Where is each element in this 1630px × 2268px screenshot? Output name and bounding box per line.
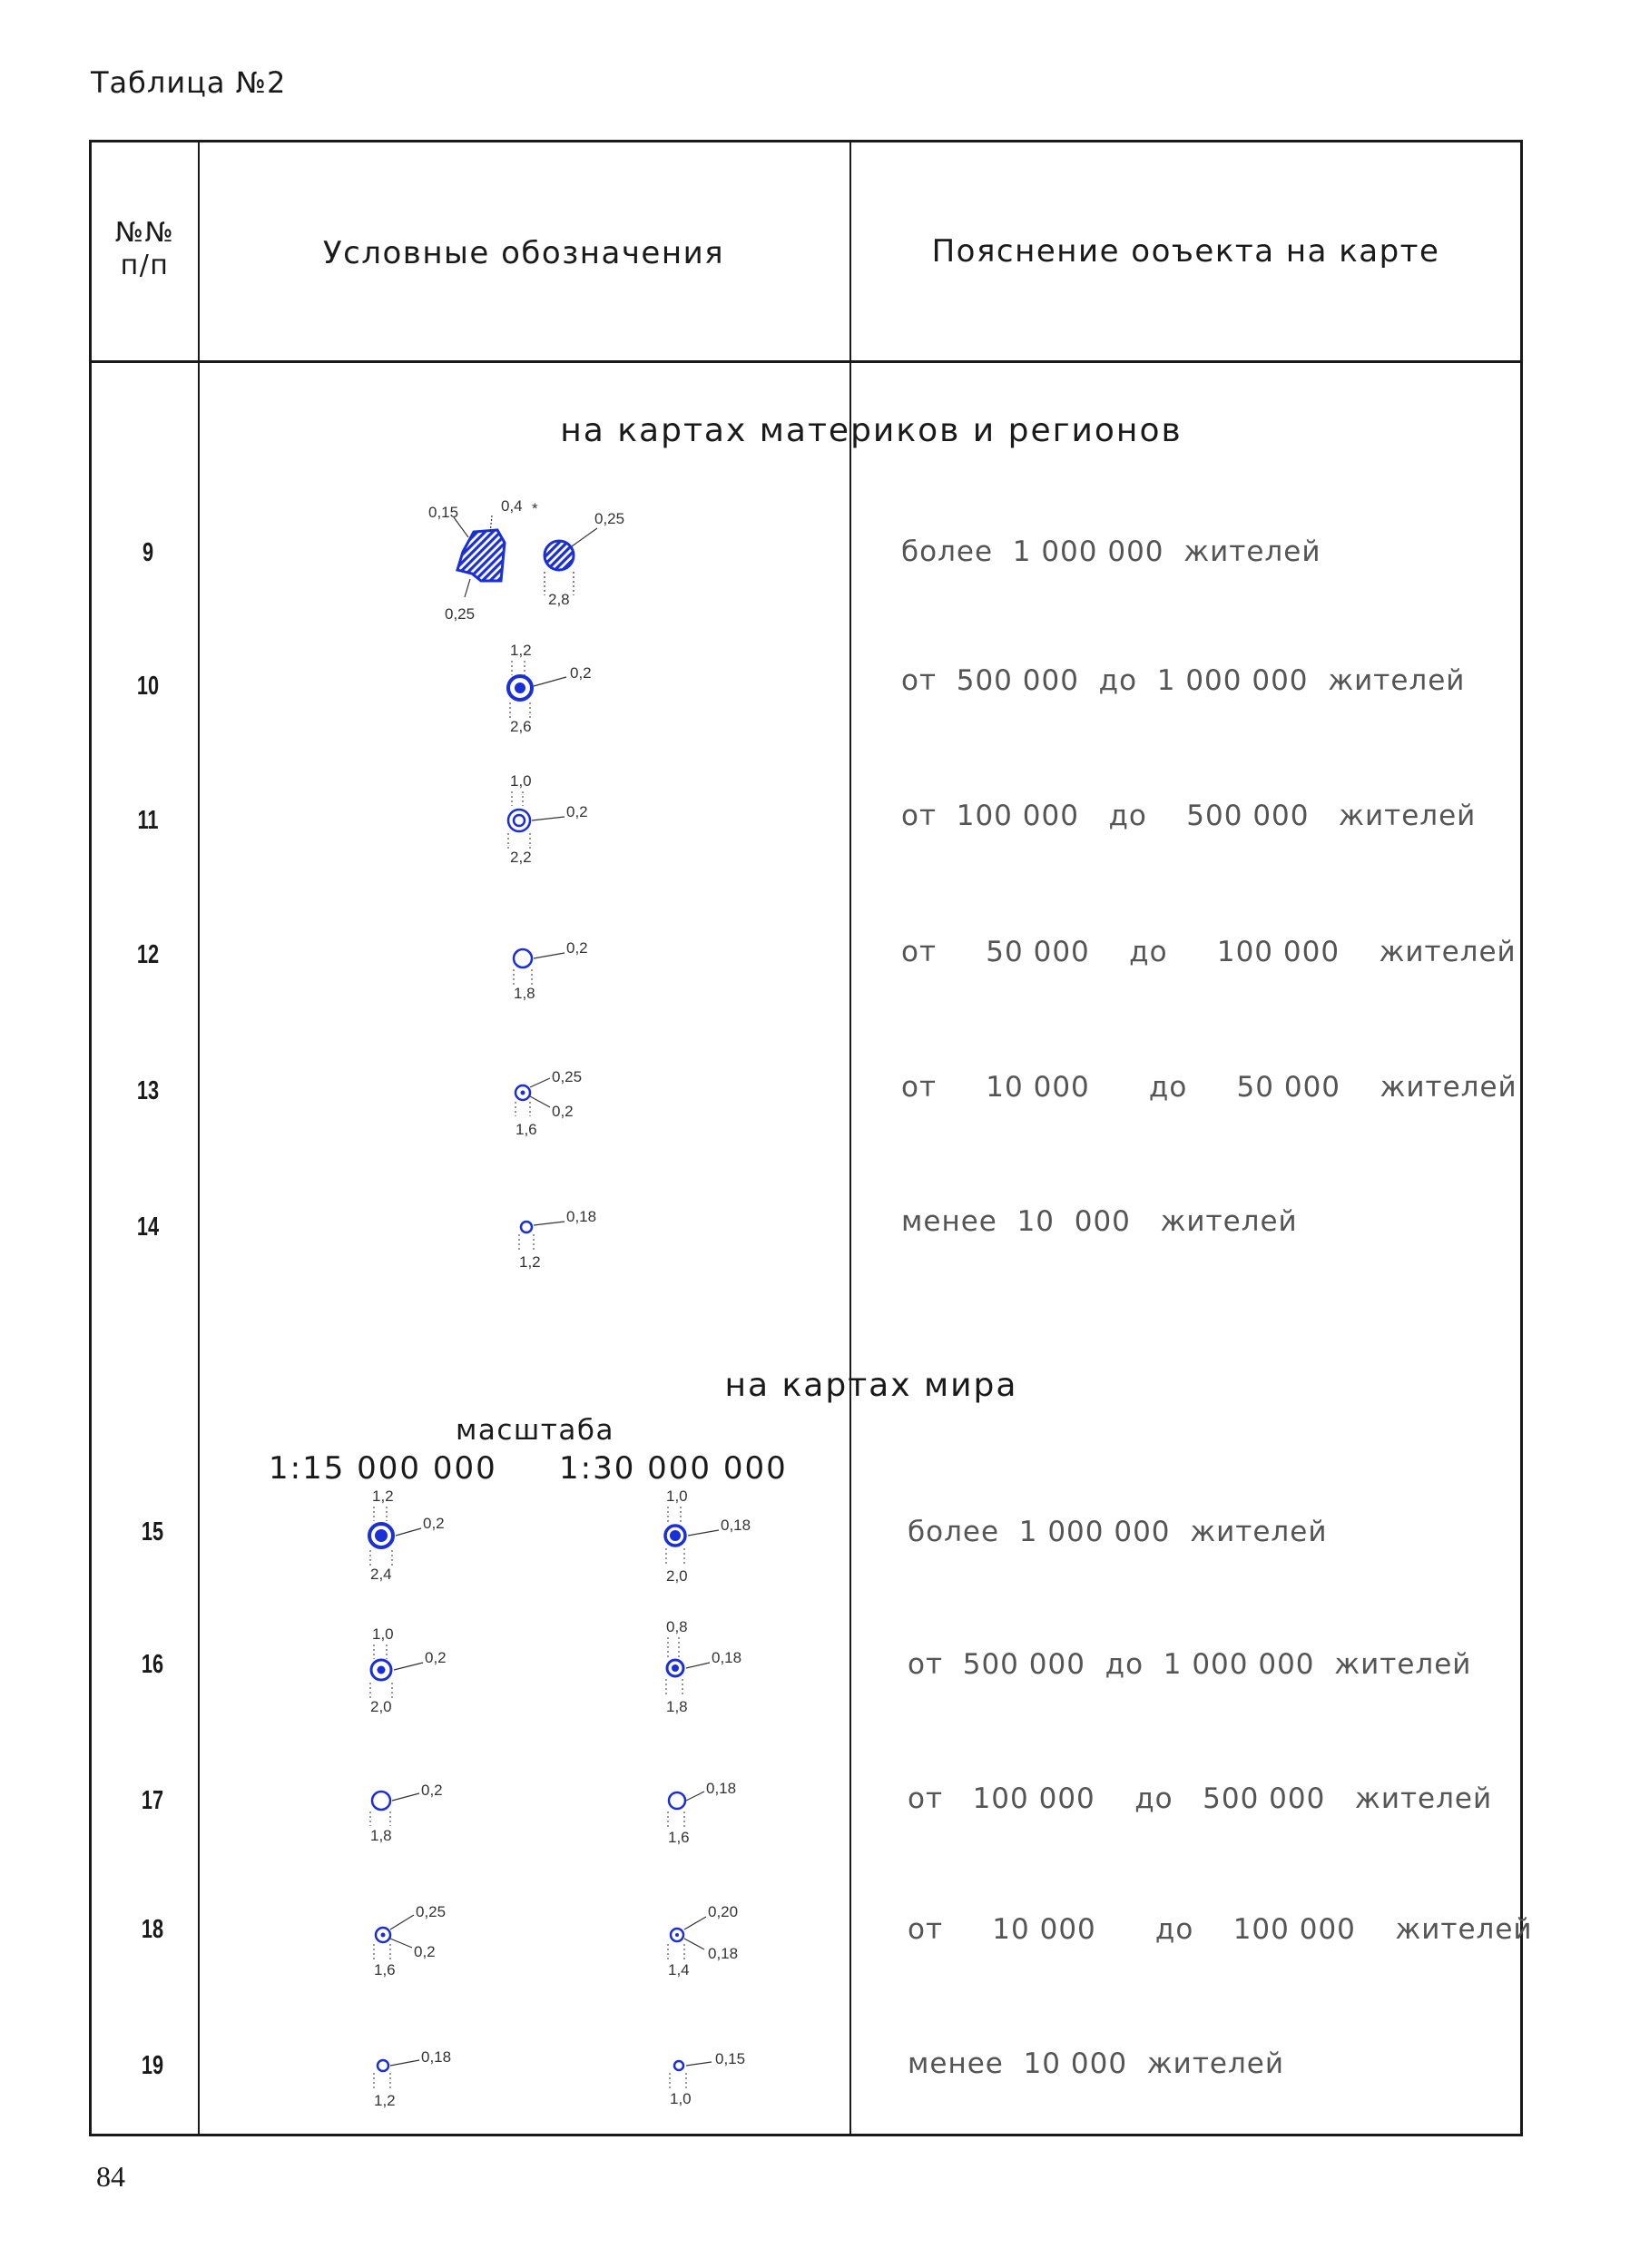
dim-label: 1,6 [516,1121,537,1138]
dim-label: 1,0 [372,1625,394,1643]
dim-label: 0,18 [712,1649,742,1666]
symbol-world-30m-under-10k [652,2038,779,2129]
dim-label: 0,25 [445,605,476,623]
row-description: от 10 000 до 50 000 жителей [901,1071,1517,1104]
row-description: от 10 000 до 100 000 жителей [908,1913,1533,1946]
scale-label: масштаба [456,1414,614,1447]
symbol-world-30m-100k-500k [652,1773,779,1864]
column-divider-1 [198,142,200,2134]
symbol-world-30m-over-million [650,1485,777,1594]
row-description: менее 10 000 жителей [901,1205,1298,1238]
dim-label: 0,18 [721,1517,751,1534]
dim-label: 0,15 [428,504,459,521]
dim-label: 0,18 [421,2048,452,2066]
dim-label: 0,2 [414,1943,436,1960]
dim-label: 0,25 [416,1903,447,1920]
dim-label: 0,8 [666,1618,688,1635]
symbol-world-15m-500k-1m [356,1621,483,1730]
scale-1-15m: 1:15 000 000 [269,1450,497,1487]
symbol-world-15m-10k-100k [356,1890,483,1989]
header-col-symbols: Условные обозначения [322,235,725,271]
dim-label: 0,2 [570,664,592,682]
dim-label: 0,2 [566,803,588,820]
header-num-line2: п/п [120,250,170,281]
dim-label: 2,2 [510,849,532,866]
row-number: 9 [142,538,154,567]
dim-label: 0,2 [566,939,588,957]
symbol-world-15m-100k-500k [356,1773,483,1864]
dim-label: 1,8 [370,1827,392,1844]
dim-label: 1,6 [668,1829,690,1846]
scale-1-30m: 1:30 000 000 [559,1450,788,1487]
dim-label: 2,8 [548,591,570,608]
svg-text:*: * [532,500,538,517]
dim-label: 0,20 [708,1903,739,1920]
row-description: более 1 000 000 жителей [908,1516,1328,1548]
header-col-num [92,217,198,282]
dim-label: 0,18 [706,1780,737,1797]
dim-label: 0,25 [552,1068,583,1085]
symbol-world-15m-under-10k [356,2038,483,2129]
symbol-city-over-million-shape [417,497,644,633]
dim-label: 0,25 [594,510,625,527]
row-number: 10 [136,672,160,701]
row-description: менее 10 000 жителей [908,2047,1284,2080]
row-description: от 500 000 до 1 000 000 жителей [908,1648,1472,1681]
row-number: 15 [141,1517,164,1546]
dim-label: 2,4 [370,1566,392,1583]
dim-label: 0,2 [423,1515,445,1532]
symbol-world-15m-over-million [354,1485,481,1594]
symbol-city-10k-50k [490,1060,617,1160]
dim-label: 2,6 [510,718,532,735]
section-title-continents: на картах материков и регионов [560,412,1183,449]
header-rule [92,360,1520,363]
symbol-city-100k-500k [490,770,617,879]
symbol-world-30m-10k-100k [652,1893,779,1993]
dim-label: 1,0 [666,1487,688,1505]
row-number: 16 [141,1650,164,1679]
row-number: 17 [141,1786,164,1815]
symbol-city-500k-1m [490,635,617,744]
row-description: от 100 000 до 500 000 жителей [908,1782,1493,1815]
dim-label: 1,2 [372,1487,394,1505]
dim-label: 1,2 [374,2092,396,2109]
dim-label: 2,0 [370,1698,392,1715]
dim-label: 0,18 [566,1208,597,1225]
dim-label: 1,8 [514,985,535,1002]
row-number: 19 [141,2051,164,2080]
dim-label: 1,6 [374,1961,396,1978]
dim-label: 1,2 [519,1253,541,1271]
dim-label: 0,4 [501,497,523,515]
header-num-line1: №№ [114,217,175,249]
dim-label: 0,18 [708,1945,739,1962]
row-number: 12 [136,940,160,969]
symbol-city-50k-100k [490,926,617,1016]
dim-label: 1,8 [666,1698,688,1715]
header-col-explanation: Пояснение ооъекта на карте [931,233,1440,270]
dim-label: 1,0 [510,772,532,790]
row-description: более 1 000 000 жителей [901,535,1321,568]
row-number: 18 [141,1915,164,1944]
dim-label: 0,2 [425,1649,447,1666]
dim-label: 1,2 [510,642,532,659]
dim-label: 1,0 [670,2090,692,2107]
table-caption: Таблица №2 [91,65,287,100]
dim-label: 0,2 [552,1103,574,1120]
row-number: 13 [136,1076,160,1105]
dim-label: 0,15 [715,2050,746,2067]
symbol-city-under-10k [494,1198,621,1289]
page-number: 84 [96,2160,125,2193]
symbol-world-30m-500k-1m [650,1615,777,1724]
dim-label: 2,0 [666,1567,688,1585]
row-number: 14 [136,1213,160,1242]
row-description: от 100 000 до 500 000 жителей [901,800,1477,832]
row-description: от 50 000 до 100 000 жителей [901,936,1517,968]
dim-label: 0,2 [421,1782,443,1799]
row-number: 11 [137,806,159,835]
section-title-world: на картах мира [724,1367,1018,1404]
dim-label: 1,4 [668,1961,690,1978]
row-description: от 500 000 до 1 000 000 жителей [901,664,1466,697]
